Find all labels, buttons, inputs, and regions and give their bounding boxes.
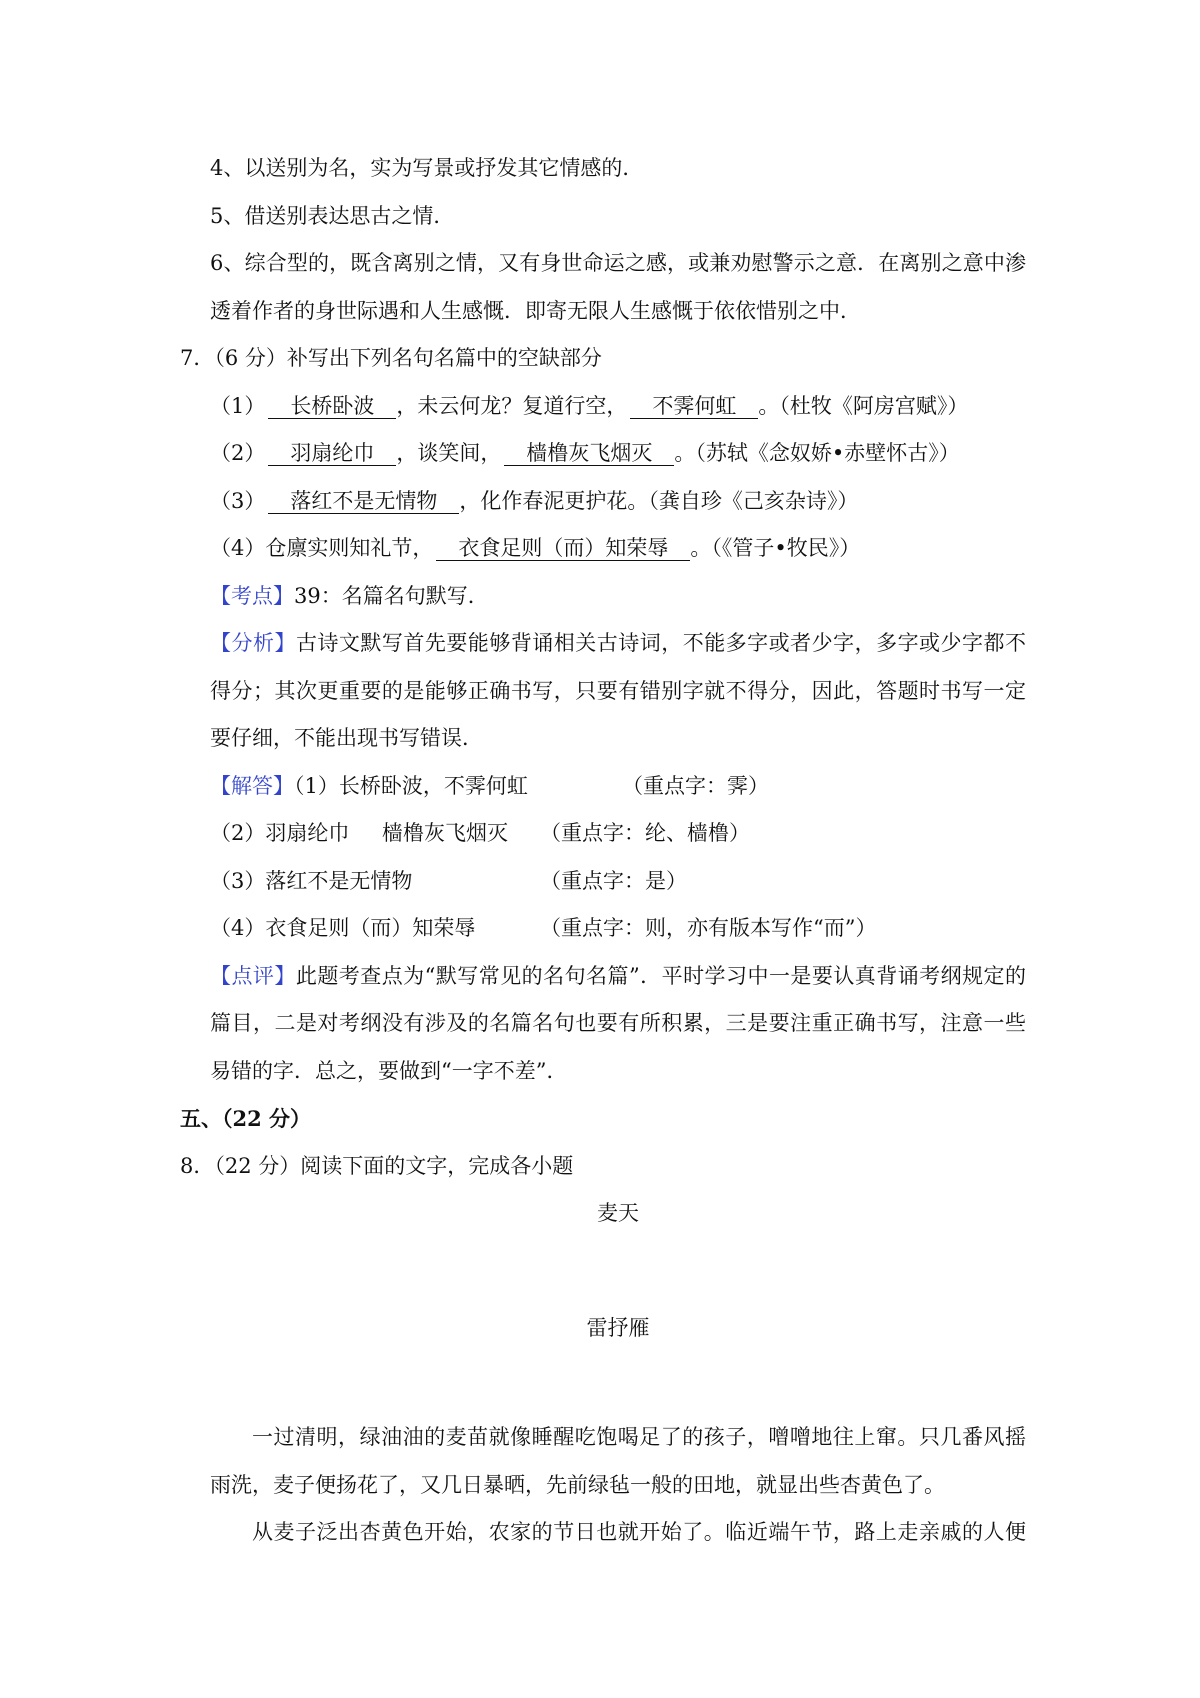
fill-source: 。（苏轼《念奴娇•赤壁怀古》） [674, 441, 960, 465]
fill-source: 。（《管子•牧民》） [690, 536, 861, 560]
note-item-4 [0, 145, 1200, 193]
document-body [0, 145, 1200, 1557]
comment-text: 此题考查点为“默写常见的名句名篇”．平时学习中一是要认真背诵考纲规定的 [295, 963, 1027, 988]
fill-number: （2） [210, 441, 266, 465]
note-item-5 [0, 193, 1200, 241]
answer-text: （1）长桥卧波，不霁何虹 [294, 773, 528, 798]
answer-text: （4）衣食足则（而）知荣辱 [210, 916, 476, 940]
fill-blank-answer: 衣食足则（而）知荣辱 [436, 536, 690, 561]
note-text: 4、以送别为名，实为写景或抒发其它情感的． [210, 156, 644, 180]
comment-line-1 [0, 953, 1026, 1001]
fill-blank-answer: 羽扇纶巾 [268, 441, 396, 466]
spacer [0, 1353, 1200, 1415]
article-text: 从麦子泛出杏黄色开始，农家的节日也就开始了。临近端午节，路上走亲戚的人便 [252, 1520, 1026, 1544]
fill-number: （4） [210, 536, 266, 560]
note-item-6-line-1 [0, 240, 1026, 288]
question-text: 8．（22 分）阅读下面的文字，完成各小题 [180, 1153, 574, 1178]
fill-item-4 [0, 525, 1200, 573]
article-paragraph-2-line-1 [0, 1509, 1026, 1557]
fill-number: （1） [210, 393, 266, 418]
fill-source: ，化作春泥更护花。（龚自珍《己亥杂诗》） [459, 488, 859, 513]
answer-text: （2）羽扇纶巾 [210, 821, 350, 845]
question-7-stem [0, 335, 1200, 383]
section-heading-text: 五、（22 分） [180, 1106, 312, 1131]
comment-text: 篇目，二是对考纲没有涉及的名篇名句也要有所积累，三是要注重正确书写，注意一些 [210, 1011, 1026, 1035]
answer-row-2 [0, 810, 1200, 858]
analysis-text: 要仔细，不能出现书写错误． [210, 726, 483, 750]
section-5-heading [0, 1095, 1200, 1143]
answer-row-1 [0, 763, 1200, 811]
article-text: 雨洗，麦子便扬花了，又几日暴晒，先前绿毡一般的田地，就显出些杏黄色了。 [210, 1472, 945, 1497]
kaodian-line [0, 573, 1200, 621]
analysis-text: 古诗文默写首先要能够背诵相关古诗词，不能多字或者少字，多字或少字都不 [295, 631, 1027, 655]
note-item-6-line-2 [0, 288, 1200, 336]
comment-tag: 【点评】 [210, 963, 296, 988]
article-author-text: 雷抒雁 [586, 1316, 650, 1340]
analysis-line-1 [0, 620, 1026, 668]
answer-key-note: （重点字：则，亦有版本写作“而”） [540, 916, 877, 940]
article-title-text: 麦天 [597, 1201, 639, 1225]
answer-text: （3）落红不是无情物 [210, 868, 413, 893]
fill-blank-answer: 樯橹灰飞烟灭 [504, 441, 674, 466]
spacer [0, 1238, 1200, 1306]
analysis-line-3 [0, 715, 1200, 763]
fill-item-3 [0, 478, 1200, 526]
answer-row-4 [0, 905, 1200, 953]
fill-item-2 [0, 430, 1200, 478]
question-8-stem [0, 1143, 1200, 1191]
article-text: 一过清明，绿油油的麦苗就像睡醒吃饱喝足了的孩子，噌噌地往上窜。只几番风摇 [252, 1425, 1026, 1449]
answer-row-3 [0, 858, 1200, 906]
note-text: 6、综合型的，既含离别之情，又有身世命运之感，或兼劝慰警示之意．在离别之意中渗 [210, 251, 1026, 275]
article-title [0, 1190, 1026, 1238]
fill-number: （3） [210, 488, 266, 513]
kaodian-text: 39：名篇名句默写． [294, 583, 489, 608]
question-text: 7．（6 分）补写出下列名句名篇中的空缺部分 [180, 346, 602, 370]
comment-text: 易错的字．总之，要做到“一字不差”． [210, 1058, 568, 1083]
analysis-tag: 【分析】 [210, 631, 296, 655]
answer-key-note: （重点字：霁） [622, 773, 769, 798]
fill-text: 仓廪实则知礼节， [265, 536, 434, 560]
analysis-line-2 [0, 668, 1026, 716]
answer-key-note: （重点字：纶、樯橹） [540, 821, 750, 845]
note-text: 透着作者的身世际遇和人生感慨．即寄无限人生感慨于依依惜别之中． [210, 298, 861, 323]
fill-blank-answer: 不霁何虹 [630, 394, 758, 419]
fill-text: ，未云何龙？复道行空， [396, 393, 628, 418]
comment-line-3 [0, 1048, 1200, 1096]
comment-line-2 [0, 1000, 1026, 1048]
fill-blank-answer: 长桥卧波 [268, 394, 396, 419]
fill-item-1 [0, 383, 1200, 431]
fill-text: ，谈笑间， [396, 441, 502, 465]
fill-source: 。（杜牧《阿房宫赋》） [758, 393, 969, 418]
kaodian-tag: 【考点】 [210, 583, 294, 608]
answer-text-b: 樯橹灰飞烟灭 [382, 821, 508, 845]
fill-blank-answer: 落红不是无情物 [268, 489, 459, 514]
article-author [0, 1305, 1026, 1353]
answer-tag: 【解答】 [210, 773, 294, 798]
note-text: 5、借送别表达思古之情． [210, 203, 455, 228]
answer-key-note: （重点字：是） [540, 868, 687, 893]
article-paragraph-1-line-1 [0, 1414, 1026, 1462]
article-paragraph-1-line-2 [0, 1462, 1200, 1510]
analysis-text: 得分；其次更重要的是能够正确书写，只要有错别字就不得分，因此，答题时书写一定 [210, 678, 1026, 703]
